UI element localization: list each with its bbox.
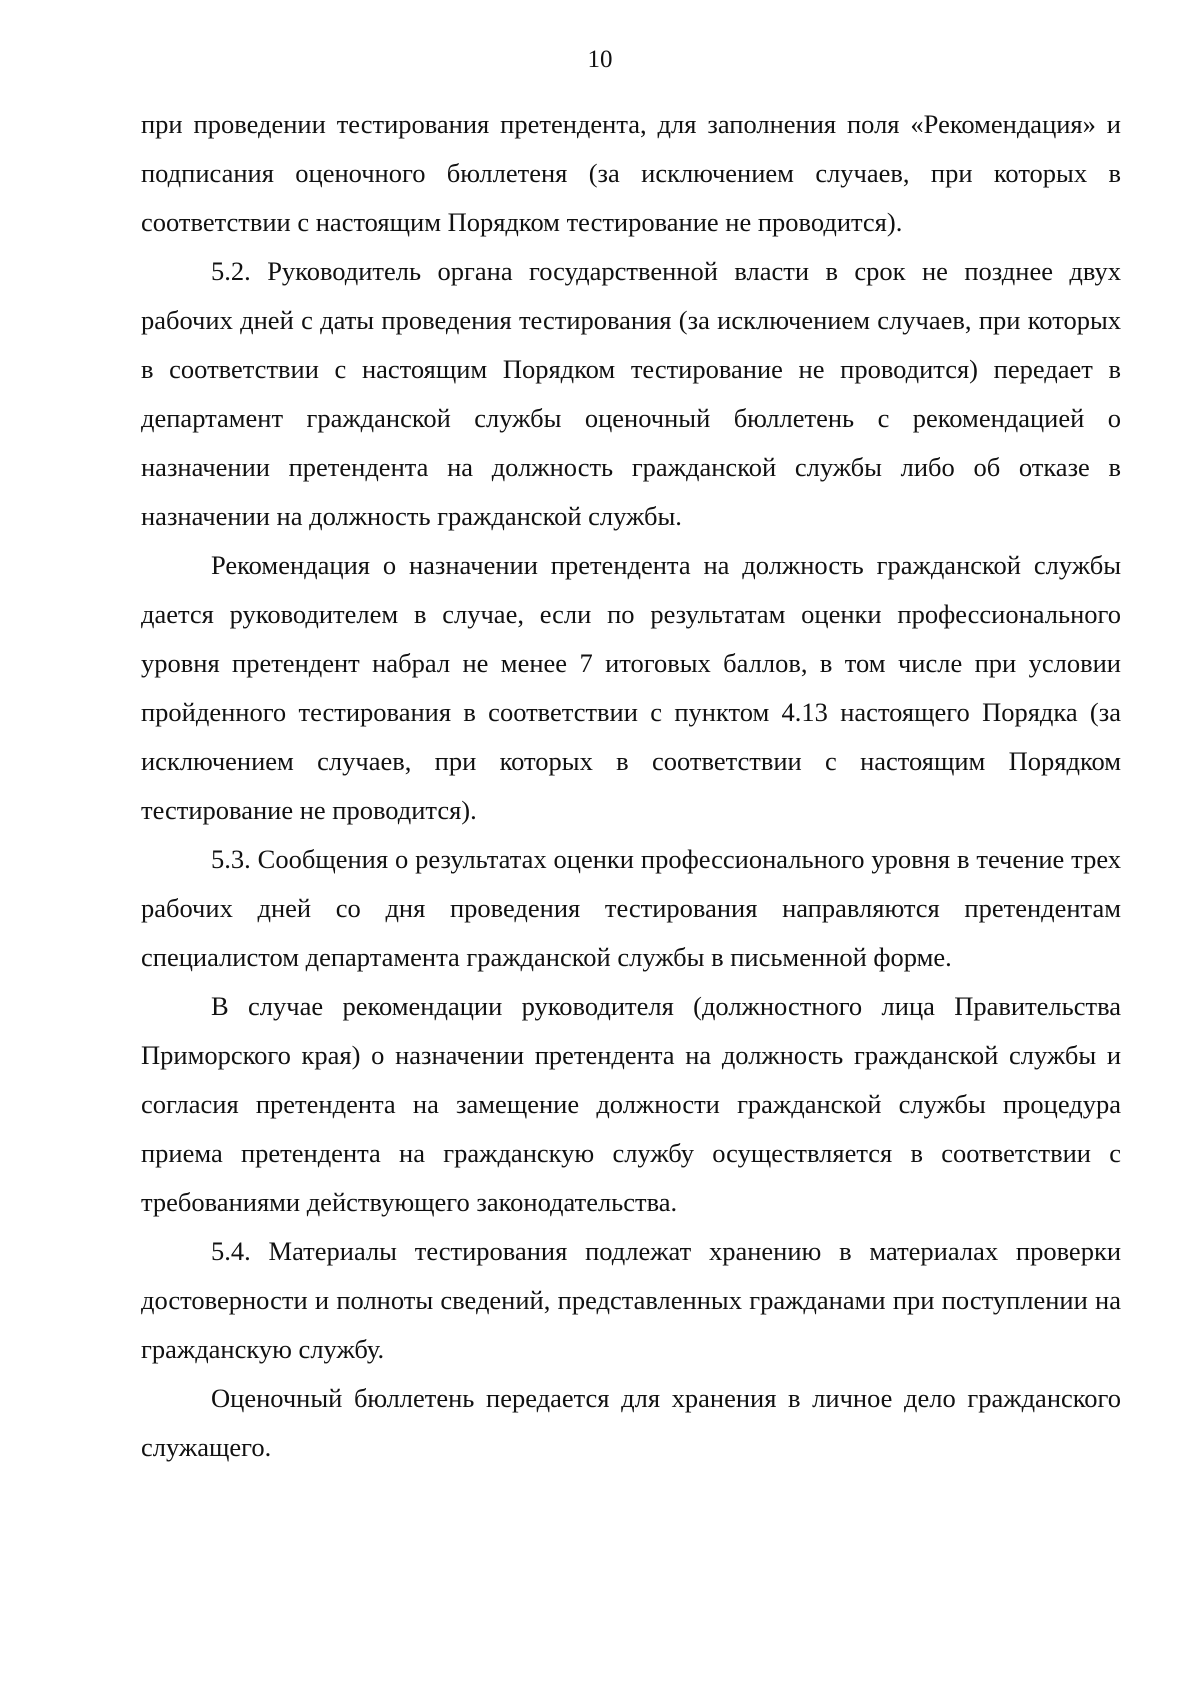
- paragraph-recommendation: Рекомендация о назначении претендента на должность гражданской службы дается руководителем в случае, если по результатам оценки профессионального уровня претендент набрал не менее 7 итоговых баллов, в том числе при условии пройденного тестирования в соответствии с пунктом 4.13 настоящего Порядка (за исключением случаев, при которых в соответствии с настоящим Порядком тестирование не проводится).: [141, 550, 1121, 825]
- paragraph-5-2: 5.2. Руководитель органа государственной власти в срок не позднее двух рабочих дней с даты проведения тестирования (за исключением случаев, при которых в соответствии с настоящим Порядком тестирование не проводится) передает в департамент гражданской службы оценочный бюллетень с рекомендацией о назначении претендента на должность гражданской службы либо об отказе в назначении на должность гражданской службы.: [141, 256, 1121, 531]
- paragraph-5-4: 5.4. Материалы тестирования подлежат хранению в материалах проверки достоверности и полноты сведений, представленных гражданами при поступлении на гражданскую службу.: [141, 1236, 1121, 1364]
- paragraph-hiring-procedure: В случае рекомендации руководителя (должностного лица Правительства Приморского края) о назначении претендента на должность гражданской службы и согласия претендента на замещение должности гражданской службы процедура приема претендента на гражданскую службу осуществляется в соответствии с требованиями действующего законодательства.: [141, 991, 1121, 1217]
- paragraph-evaluation-sheet: Оценочный бюллетень передается для хранения в личное дело гражданского служащего.: [141, 1383, 1121, 1462]
- paragraph-5-3: 5.3. Сообщения о результатах оценки профессионального уровня в течение трех рабочих дней со дня проведения тестирования направляются претендентам специалистом департамента гражданской службы в письменной форме.: [141, 844, 1121, 972]
- document-body: [141, 100, 1121, 1472]
- paragraph-continuation: при проведении тестирования претендента, для заполнения поля «Рекомендация» и подписания оценочного бюллетеня (за исключением случаев, при которых в соответствии с настоящим Порядком тестирование не проводится).: [141, 109, 1121, 237]
- page-number: 10: [587, 46, 613, 73]
